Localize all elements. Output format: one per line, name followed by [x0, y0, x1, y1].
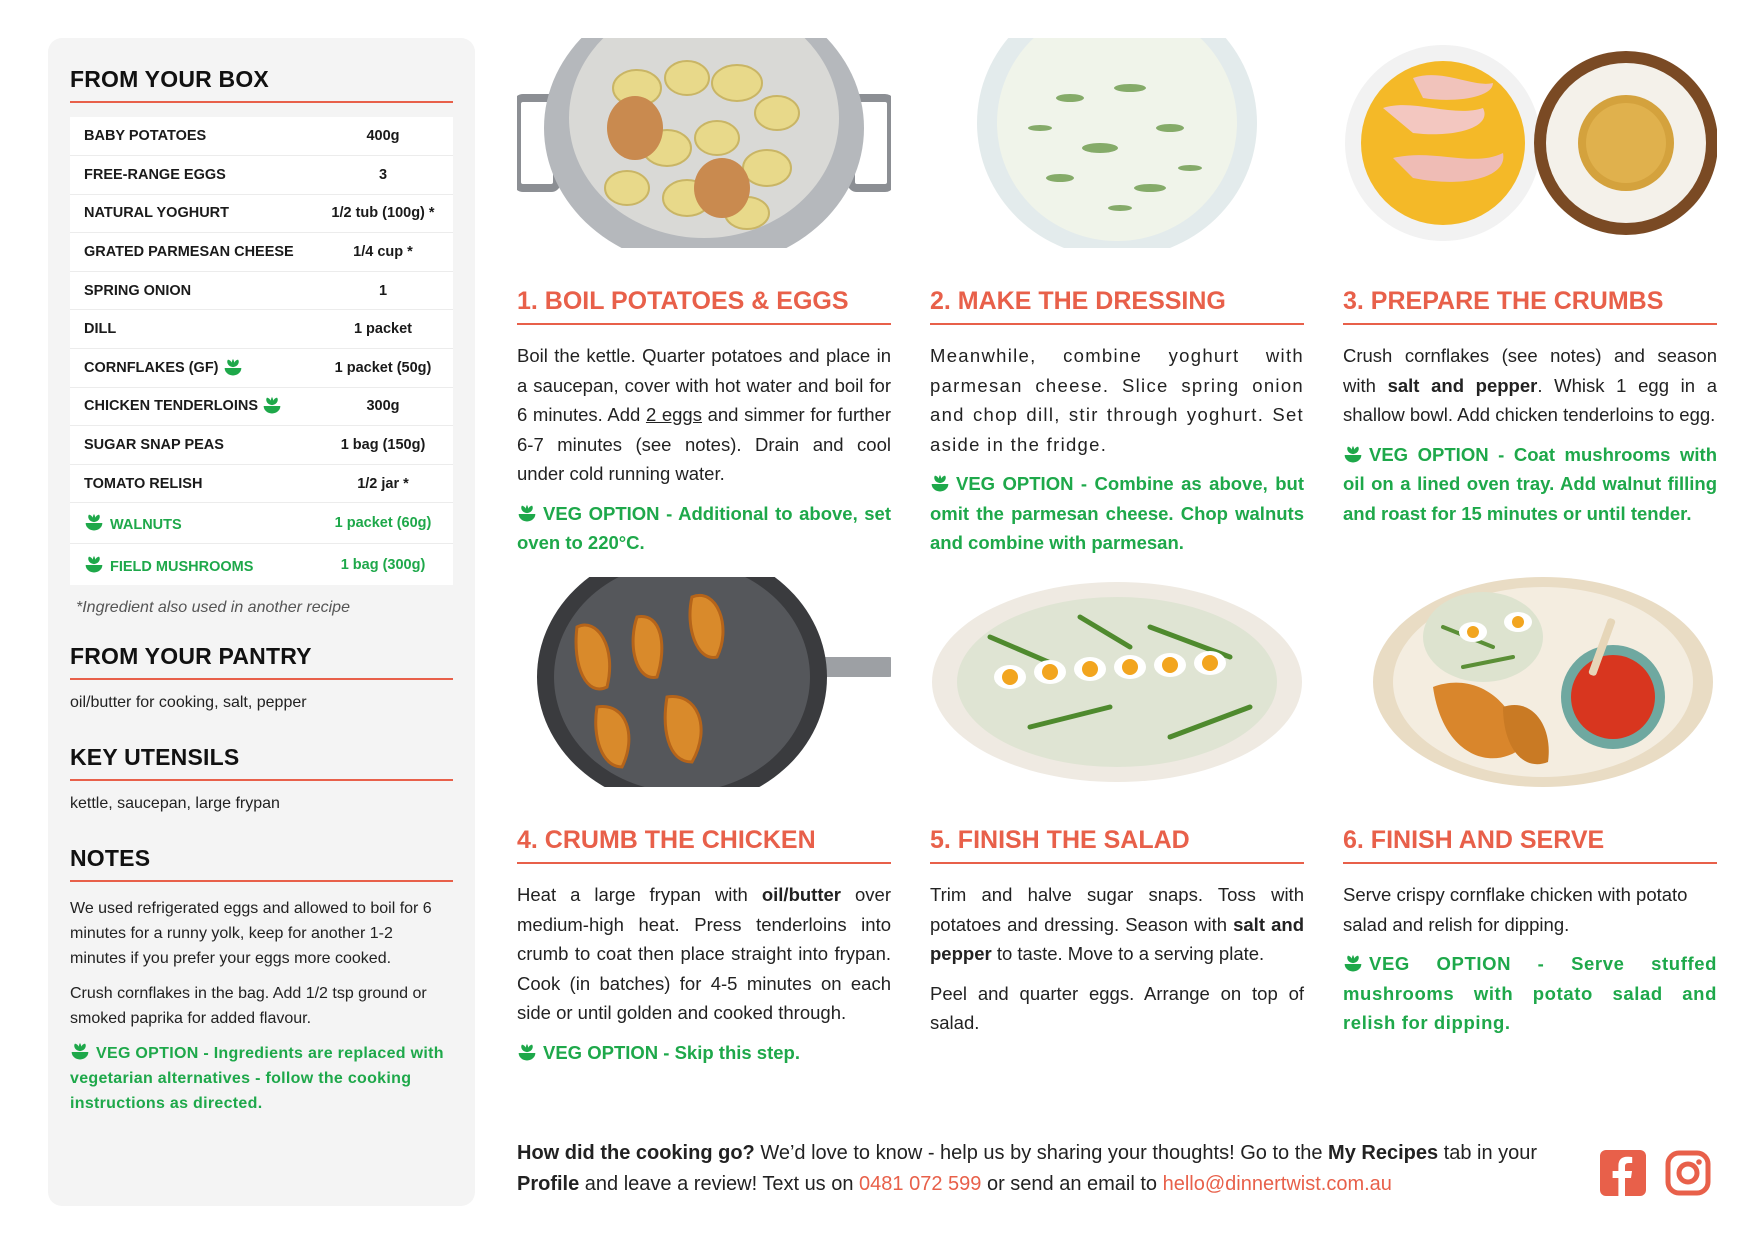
ingredient-qty: 400g [313, 117, 453, 156]
from-box-title: FROM YOUR BOX [70, 66, 453, 103]
step-text: Peel and quarter eggs. Arrange on top of salad. [930, 982, 1304, 1033]
yoghurt-dressing-photo [930, 38, 1304, 248]
ingredient-qty: 1/4 cup * [313, 233, 453, 272]
utensils-text: kettle, saucepan, large frypan [70, 794, 280, 812]
ingredient-qty: 1 packet [313, 310, 453, 349]
ingredients-table [70, 117, 453, 585]
ingredient-qty: 1 [313, 271, 453, 310]
ingredient-row [70, 194, 453, 233]
leaf-bowl-icon [930, 474, 950, 494]
ingredient-row [70, 271, 453, 310]
step-text: Serve crispy cornflake chicken with potato salad and relish for dipping. [1343, 884, 1688, 935]
step-2 [930, 38, 1304, 568]
ingredient-name: GRATED PARMESAN CHEESE [70, 233, 313, 272]
ingredient-row [70, 233, 453, 272]
facebook-icon[interactable] [1600, 1150, 1646, 1196]
ingredient-qty: 1 packet (50g) [313, 349, 453, 388]
potato-salad-photo [930, 577, 1304, 787]
step-title: 1. BOIL POTATOES & EGGS [517, 287, 891, 325]
ingredient-row-veg [70, 544, 453, 585]
crumbed-chicken-frypan-photo [517, 577, 891, 787]
ingredient-name: WALNUTS [110, 517, 182, 534]
ingredient-row [70, 117, 453, 156]
step-text: Meanwhile, combine yoghurt with parmesan cheese. Slice spring onion and chop dill, stir through yoghurt. Set aside in the fridge. [930, 345, 1304, 455]
ingredient-row [70, 387, 453, 426]
utensils-title: KEY UTENSILS [70, 744, 453, 781]
ingredient-qty: 300g [313, 387, 453, 426]
ingredient-name: FIELD MUSHROOMS [110, 558, 254, 575]
ingredient-name: SPRING ONION [70, 271, 313, 310]
feedback-footer: How did the cooking go? We’d love to know - help us by sharing your thoughts! Go to the My Recipes tab in your Profile and leave a review! Text us on 0481 072 599 or send an email to hello@dinnertwist.com.au [517, 1142, 1538, 1195]
ingredient-name: FREE-RANGE EGGS [70, 156, 313, 195]
leaf-bowl-icon [223, 358, 243, 378]
veg-option: VEG OPTION - Additional to above, set oven to 220°C. [517, 502, 891, 553]
ingredient-qty: 3 [313, 156, 453, 195]
ingredient-row [70, 310, 453, 349]
leaf-bowl-icon [70, 1042, 90, 1062]
ingredient-row [70, 426, 453, 465]
leaf-bowl-icon [262, 396, 282, 416]
step-4 [517, 577, 891, 1077]
leaf-bowl-icon [517, 504, 537, 524]
step-text: Crush cornflakes (see notes) and season with salt and pepper. Whisk 1 egg in a shallow bowl. Add chicken tenderloins to egg. [1343, 345, 1717, 425]
step-title: 4. CRUMB THE CHICKEN [517, 826, 891, 864]
ingredient-name: CORNFLAKES (GF) [84, 359, 219, 376]
pantry-title: FROM YOUR PANTRY [70, 643, 453, 680]
step-5 [930, 577, 1304, 1048]
ingredient-row-veg [70, 503, 453, 544]
ingredient-name: BABY POTATOES [70, 117, 313, 156]
ingredient-name: SUGAR SNAP PEAS [70, 426, 313, 465]
step-3 [1343, 38, 1717, 538]
crumbs-and-egg-photo [1343, 38, 1717, 248]
leaf-bowl-icon [84, 513, 104, 533]
ingredient-qty: 1 bag (150g) [313, 426, 453, 465]
phone-number[interactable]: 0481 072 599 [859, 1173, 982, 1195]
notes-paragraph: Crush cornflakes in the bag. Add 1/2 tsp ground or smoked paprika for added flavour. [70, 984, 427, 1027]
leaf-bowl-icon [1343, 445, 1363, 465]
pantry-text: oil/butter for cooking, salt, pepper [70, 693, 307, 711]
step-1 [517, 38, 891, 568]
veg-option: VEG OPTION - Skip this step. [517, 1038, 891, 1068]
notes-veg-option: VEG OPTION - Ingredients are replaced with vegetarian alternatives - follow the cooking instructions as directed. [70, 1041, 453, 1116]
instagram-icon[interactable] [1665, 1150, 1711, 1196]
step-title: 6. FINISH AND SERVE [1343, 826, 1717, 864]
step-text: Heat a large frypan with oil/butter over medium-high heat. Press tenderloins into crumb to coat then place straight into frypan. Cook (in batches) for 4-5 minutes on each side or until golden and cooked through. [517, 884, 891, 1023]
ingredient-row [70, 349, 453, 388]
step-title: 3. PREPARE THE CRUMBS [1343, 287, 1717, 325]
ingredient-qty: 1/2 jar * [313, 464, 453, 503]
ingredient-name: CHICKEN TENDERLOINS [84, 398, 259, 415]
notes-title: NOTES [70, 845, 453, 882]
leaf-bowl-icon [517, 1043, 537, 1063]
served-dish-photo [1343, 577, 1717, 787]
ingredient-qty: 1 bag (300g) [340, 556, 426, 573]
notes-paragraph: We used refrigerated eggs and allowed to boil for 6 minutes for a runny yolk, keep for another 1-2 minutes if you prefer your eggs more cooked. [70, 899, 432, 967]
boiled-potatoes-eggs-photo [517, 38, 891, 248]
step-text: Boil the kettle. Quarter potatoes and place in a saucepan, cover with hot water and boil for 6 minutes. Add 2 eggs and simmer for further 6-7 minutes (see notes). Drain and cool under cold running water. [517, 345, 891, 484]
ingredient-footnote: *Ingredient also used in another recipe [76, 598, 350, 616]
step-text: Trim and halve sugar snaps. Toss with potatoes and dressing. Season with salt and pepper to taste. Move to a serving plate. [930, 884, 1304, 964]
ingredient-qty: 1/2 tub (100g) * [313, 194, 453, 233]
veg-option: VEG OPTION - Combine as above, but omit the parmesan cheese. Chop walnuts and combine with parmesan. [930, 473, 1304, 553]
ingredient-row [70, 464, 453, 503]
step-title: 2. MAKE THE DRESSING [930, 287, 1304, 325]
ingredient-name: DILL [70, 310, 313, 349]
leaf-bowl-icon [1343, 954, 1363, 974]
ingredient-name: NATURAL YOGHURT [70, 194, 313, 233]
ingredients-panel [48, 38, 475, 1206]
veg-option: VEG OPTION - Coat mushrooms with oil on a lined oven tray. Add walnut filling and roast for 15 minutes or until tender. [1343, 443, 1717, 524]
step-title: 5. FINISH THE SALAD [930, 826, 1304, 864]
veg-option: VEG OPTION - Serve stuffed mushrooms with potato salad and relish for dipping. [1343, 953, 1717, 1033]
email-link[interactable]: hello@dinnertwist.com.au [1162, 1173, 1392, 1195]
notes-section [70, 845, 453, 1116]
ingredient-name: TOMATO RELISH [70, 464, 313, 503]
ingredient-qty: 1 packet (60g) [313, 503, 453, 544]
ingredient-row [70, 156, 453, 195]
step-6 [1343, 577, 1717, 1048]
leaf-bowl-icon [84, 555, 104, 575]
